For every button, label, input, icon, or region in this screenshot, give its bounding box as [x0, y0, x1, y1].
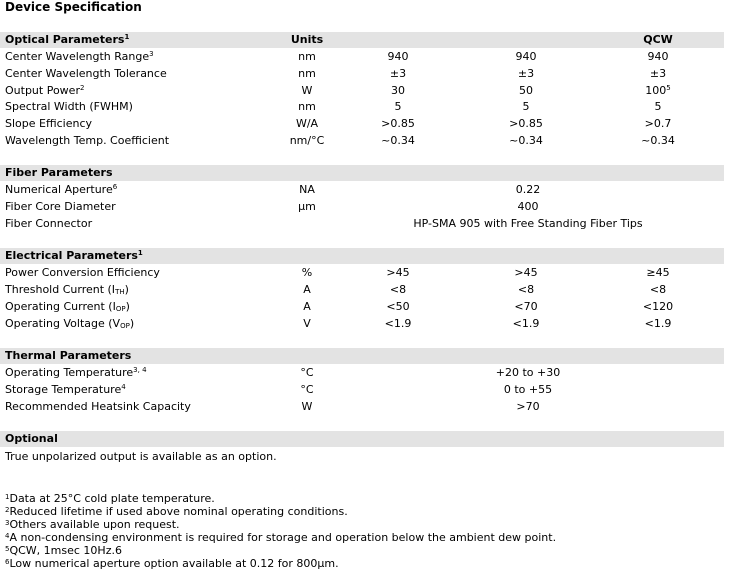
- spec-value: ≥45: [646, 266, 670, 279]
- spec-value: +20 to +30: [495, 366, 561, 379]
- qcw-column-header: QCW: [643, 33, 673, 46]
- spec-label: Operating Temperature$^{3, 4}$: [5, 366, 147, 379]
- spec-value: ~0.34: [641, 134, 675, 147]
- spec-value: >70: [516, 400, 540, 413]
- spec-value: <70: [514, 300, 538, 313]
- spec-label: Recommended Heatsink Capacity: [5, 400, 191, 413]
- spec-label: Threshold Current $(I_{TH})$: [5, 283, 129, 296]
- spec-label: Spectral Width (FWHM): [5, 100, 133, 113]
- spec-value: ~0.34: [509, 134, 543, 147]
- spec-value: 5: [654, 100, 662, 113]
- thermal-section-title: Thermal Parameters: [5, 349, 132, 362]
- spec-value: <50: [386, 300, 410, 313]
- spec-row: [0, 181, 724, 198]
- spec-value: <8: [649, 283, 667, 296]
- spec-unit: µm: [298, 200, 316, 213]
- spec-value: >0.7: [644, 117, 672, 130]
- optional-note-row: [0, 448, 724, 465]
- fiber-section-title: Fiber Parameters: [5, 166, 113, 179]
- optical-section-header: [0, 32, 724, 48]
- spec-value: 0.22: [515, 183, 541, 196]
- spec-value: $100^5$: [645, 84, 671, 97]
- spec-value: <120: [642, 300, 674, 313]
- spec-value: <1.9: [384, 317, 412, 330]
- spec-value: <8: [389, 283, 407, 296]
- spec-unit: nm: [298, 100, 316, 113]
- spec-label: Center Wavelength Range$^3$: [5, 50, 154, 63]
- spec-value: <1.9: [644, 317, 672, 330]
- spec-value: <8: [517, 283, 535, 296]
- spec-row: [0, 364, 724, 381]
- footnote: $^3$Others available upon request.: [5, 518, 180, 531]
- spec-value: 940: [387, 50, 409, 63]
- spec-value: ±3: [649, 67, 667, 80]
- spec-value: 940: [647, 50, 669, 63]
- spec-unit: [257, 215, 357, 232]
- spec-unit: %: [301, 266, 313, 279]
- spec-label: Power Conversion Efficiency: [5, 266, 160, 279]
- spec-unit: V: [303, 317, 311, 330]
- spec-value: ~0.34: [381, 134, 415, 147]
- units-column-header: Units: [290, 33, 324, 46]
- spec-unit: nm/°C: [289, 134, 325, 147]
- spec-unit: NA: [299, 183, 315, 196]
- spec-row: [0, 398, 724, 415]
- spec-row: [0, 198, 724, 215]
- spec-unit: W: [301, 400, 313, 413]
- spec-label: Operating Current $(I_{OP})$: [5, 300, 130, 313]
- thermal-section-header: [0, 348, 724, 364]
- spec-label: Numerical Aperture$^6$: [5, 183, 118, 196]
- spec-value: 5: [394, 100, 402, 113]
- optical-section-title: Optical Parameters$^1$: [5, 33, 130, 46]
- spec-value: ±3: [389, 67, 407, 80]
- spec-row: [0, 115, 724, 132]
- spec-value: <1.9: [512, 317, 540, 330]
- spec-row: [0, 215, 724, 232]
- spec-unit: nm: [298, 50, 316, 63]
- spec-value: 400: [517, 200, 539, 213]
- spec-row: [0, 315, 724, 332]
- spec-label: Slope Efficiency: [5, 117, 93, 130]
- spec-row: [0, 98, 724, 115]
- spec-label: Storage Temperature$^4$: [5, 383, 126, 396]
- spec-label: Fiber Connector: [5, 217, 93, 230]
- electrical-section-title: Electrical Parameters$^1$: [5, 249, 143, 262]
- spec-value: HP-SMA 905 with Free Standing Fiber Tips: [413, 217, 643, 230]
- optional-section-header: [0, 431, 724, 447]
- spec-value: >45: [514, 266, 538, 279]
- spec-unit: nm: [298, 67, 316, 80]
- spec-value: >45: [386, 266, 410, 279]
- spec-label: Fiber Core Diameter: [5, 200, 116, 213]
- spec-value: ±3: [517, 67, 535, 80]
- spec-label: Operating Voltage $(V_{OP})$: [5, 317, 135, 330]
- spec-row: [0, 48, 724, 65]
- spec-value: 940: [515, 50, 537, 63]
- spec-label: Center Wavelength Tolerance: [5, 67, 167, 80]
- spec-value: 5: [522, 100, 530, 113]
- footnote: $^5$QCW, 1msec 10Hz.6: [5, 544, 122, 557]
- spec-label: Wavelength Temp. Coefficient: [5, 134, 170, 147]
- electrical-section-header: [0, 248, 724, 264]
- spec-value: 0 to +55: [503, 383, 553, 396]
- spec-row: [0, 65, 724, 82]
- spec-value: 50: [519, 84, 533, 97]
- spec-unit: °C: [300, 366, 314, 379]
- spec-unit: A: [303, 283, 311, 296]
- spec-value: 30: [391, 84, 405, 97]
- spec-value: >0.85: [381, 117, 415, 130]
- spec-label: Output Power$^2$: [5, 84, 85, 97]
- footnote: $^1$Data at 25°C cold plate temperature.: [5, 492, 215, 505]
- optional-note: True unpolarized output is available as an option.: [5, 450, 277, 463]
- spec-row: [0, 381, 724, 398]
- footnote: $^6$Low numerical aperture option available at 0.12 for 800µm.: [5, 557, 339, 570]
- spec-row: [0, 132, 724, 149]
- spec-value: >0.85: [509, 117, 543, 130]
- spec-row: [0, 264, 724, 281]
- page-title: Device Specification: [5, 0, 142, 14]
- spec-row: [0, 82, 724, 99]
- footnote: $^4$A non-condensing environment is required for storage and operation below the ambient dew point.: [5, 531, 557, 544]
- spec-row: [0, 298, 724, 315]
- spec-row: [0, 281, 724, 298]
- optional-section-title: Optional: [5, 432, 58, 445]
- fiber-section-header: [0, 165, 724, 181]
- spec-unit: W: [301, 84, 313, 97]
- spec-unit: W/A: [295, 117, 319, 130]
- footnote: $^2$Reduced lifetime if used above nominal operating conditions.: [5, 505, 348, 518]
- spec-unit: °C: [300, 383, 314, 396]
- spec-unit: A: [303, 300, 311, 313]
